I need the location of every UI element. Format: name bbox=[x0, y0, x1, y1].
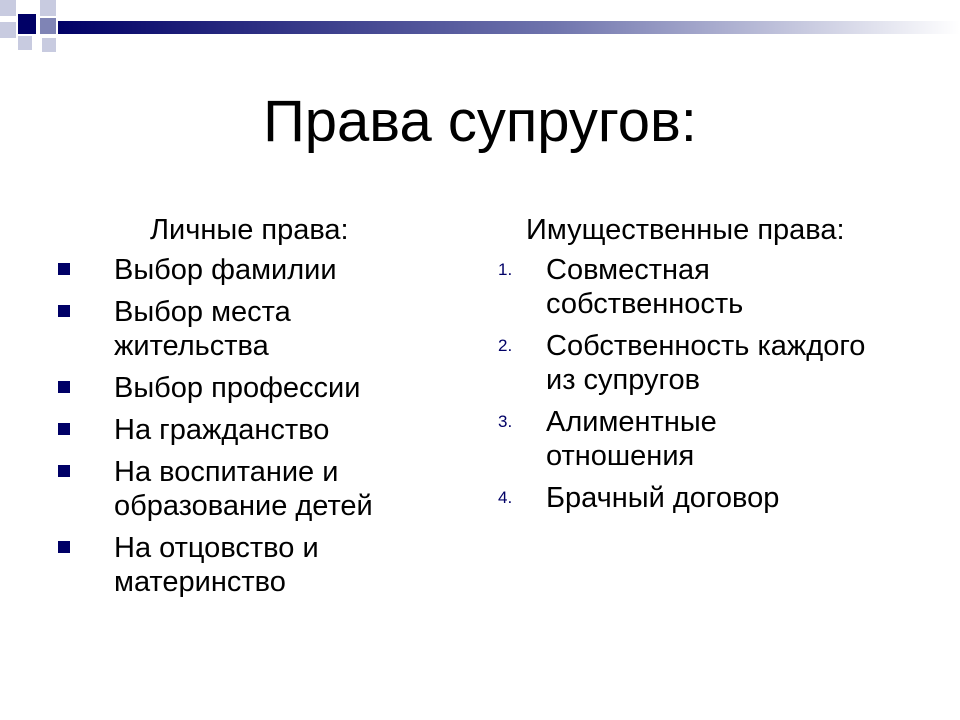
list-number: 2. bbox=[498, 336, 513, 355]
slide-title: Права супругов: bbox=[263, 89, 697, 154]
header-decoration bbox=[0, 0, 960, 64]
deco-square bbox=[40, 18, 56, 34]
square-bullet-icon bbox=[58, 305, 70, 317]
personal-rights-column bbox=[54, 213, 454, 607]
list-item-text: собственность bbox=[546, 288, 744, 320]
list-item-text: отношения bbox=[546, 440, 695, 472]
square-bullet-icon bbox=[58, 465, 70, 477]
list-item bbox=[54, 455, 454, 523]
list-item-text: жительства bbox=[114, 330, 269, 362]
list-item bbox=[494, 481, 924, 515]
list-item-text: Брачный договор bbox=[546, 482, 780, 514]
list-item bbox=[494, 405, 924, 473]
list-item bbox=[54, 253, 454, 287]
list-item-text: Алиментные bbox=[546, 406, 717, 438]
list-number: 4. bbox=[498, 488, 513, 507]
list-item bbox=[54, 371, 454, 405]
personal-rights-list bbox=[54, 253, 454, 599]
list-item-text: Выбор места bbox=[114, 296, 291, 328]
list-number: 3. bbox=[498, 412, 513, 431]
list-number: 1. bbox=[498, 260, 513, 279]
square-bullet-icon bbox=[58, 263, 70, 275]
deco-square bbox=[18, 36, 32, 50]
list-item-text: материнство bbox=[114, 566, 286, 598]
square-bullet-icon bbox=[58, 541, 70, 553]
list-item-text: образование детей bbox=[114, 490, 373, 522]
list-item-text: На воспитание и bbox=[114, 456, 339, 488]
list-item-text: Совместная bbox=[546, 254, 710, 286]
deco-square bbox=[0, 0, 16, 16]
list-item-text: Выбор профессии bbox=[114, 372, 361, 404]
list-item-text: из супругов bbox=[546, 364, 701, 396]
gradient-band bbox=[58, 21, 960, 34]
property-rights-column bbox=[494, 213, 924, 523]
list-item-text: Собственность каждого bbox=[546, 330, 866, 362]
list-item bbox=[494, 253, 924, 321]
deco-square bbox=[40, 0, 56, 16]
list-item bbox=[54, 413, 454, 447]
list-item-text: Выбор фамилии bbox=[114, 254, 337, 286]
list-item-text: На гражданство bbox=[114, 414, 330, 446]
deco-square bbox=[0, 22, 16, 38]
list-item-text: На отцовство и bbox=[114, 532, 319, 564]
list-item bbox=[54, 531, 454, 599]
personal-rights-heading: Личные права: bbox=[150, 214, 349, 246]
square-bullet-icon bbox=[58, 423, 70, 435]
deco-square bbox=[42, 38, 56, 52]
square-bullet-icon bbox=[58, 381, 70, 393]
list-item bbox=[494, 329, 924, 397]
deco-square bbox=[18, 14, 36, 34]
property-rights-heading: Имущественные права: bbox=[526, 214, 845, 246]
property-rights-list bbox=[494, 253, 924, 515]
list-item bbox=[54, 295, 454, 363]
